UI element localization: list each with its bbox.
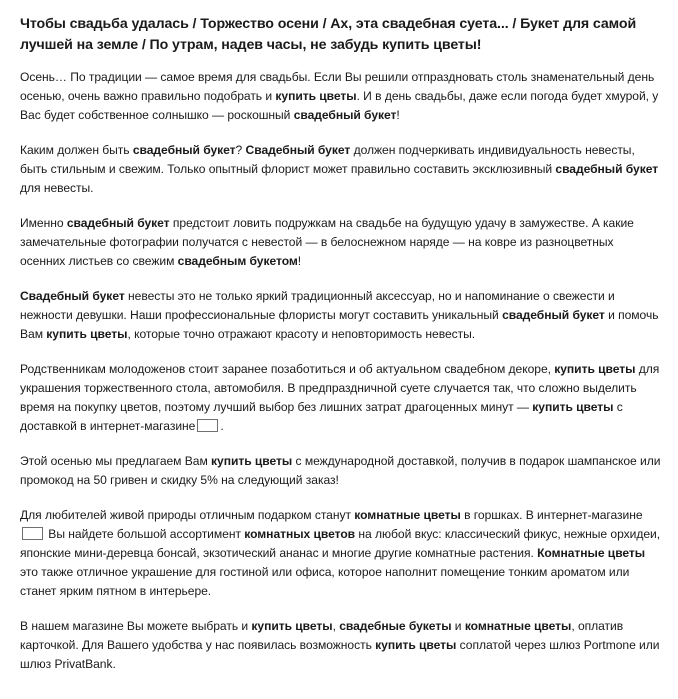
bold-keyword: свадебный букет [502, 308, 605, 322]
text-run: невесты это не только яркий традиционный аксессуар, но и напоминание о свежести и нежности девушки. Наши профессиональные флористы могут составить уникальный [20, 289, 615, 322]
bold-keyword: свадебным букетом [177, 254, 298, 268]
text-run: ! [297, 254, 302, 268]
paragraph [20, 214, 662, 271]
bold-keyword: Свадебный букет [20, 289, 125, 303]
bold-keyword: комнатные цветы [354, 508, 461, 522]
text-run: на любой вкус: классический фикус, нежные орхидеи, японские мини-деревца бонсай, экзотический ананас и многие другие комнатные растения. [20, 527, 661, 560]
paragraph [20, 141, 662, 198]
text-run: с международной доставкой, получив в подарок шампанское или промокод на 50 гривен и скидку 5% на следующий заказ! [20, 454, 661, 487]
bold-keyword: купить цветы [554, 362, 636, 376]
text-run: В нашем магазине Вы можете выбрать и [20, 619, 252, 633]
text-run: и [451, 619, 465, 633]
text-run: Вы найдете большой ассортимент [45, 527, 245, 541]
bold-keyword: Комнатные цветы [537, 546, 646, 560]
text-run: Родственникам молодоженов стоит заранее позаботиться и об актуальном свадебном декоре, [20, 362, 555, 376]
paragraph [20, 360, 662, 436]
paragraph [20, 617, 662, 674]
text-run: с доставкой в интернет-магазине [20, 400, 623, 433]
document-body [20, 68, 662, 674]
paragraph [20, 287, 662, 344]
text-run: . [220, 419, 224, 433]
bold-keyword: купить цветы [251, 619, 333, 633]
missing-image-placeholder [22, 527, 43, 540]
text-run: ? [235, 143, 246, 157]
text-run: и помочь Вам [20, 308, 659, 341]
bold-keyword: Свадебный букет [245, 143, 351, 157]
paragraph [20, 452, 662, 490]
text-run: Для любителей живой природы отличным подарком станут [20, 508, 355, 522]
bold-keyword: комнатных цветов [244, 527, 356, 541]
text-run: Этой осенью мы предлагаем Вам [20, 454, 212, 468]
bold-keyword: свадебный букет [66, 216, 170, 230]
bold-keyword: комнатные цветы [464, 619, 572, 633]
bold-keyword: свадебные букеты [339, 619, 452, 633]
text-run: , которые точно отражают красоту и неповторимость невесты. [127, 327, 476, 341]
text-run: это также отличное украшение для гостиной или офиса, которое наполнит помещение тонким ароматом или станет ярким пятном в интерьере. [20, 565, 630, 598]
text-run: должен подчеркивать индивидуальность невесты, быть стильным и свежим. Только опытный флорист может правильно составить эксклюзивный [20, 143, 635, 176]
text-run: для украшения торжественного стола, автомобиля. В предпраздничной суете случается так, что сложно выделить время на покупку цветов, поэтому лучший выбор без лишних затрат драгоценных минут — [20, 362, 660, 414]
text-run: соплатой через шлюз Portmone или шлюз PrivatBank. [20, 638, 660, 671]
text-run: в горшках. В интернет-магазине [460, 508, 643, 522]
bold-keyword: купить цветы [211, 454, 293, 468]
bold-keyword: купить цветы [46, 327, 128, 341]
paragraph [20, 506, 662, 601]
text-run: ! [396, 108, 400, 122]
text-run: предстоит ловить подружкам на свадьбе на будущую удачу в замужестве. А какие замечательные фотографии получатся с невестой — в белоснежном наряде — на ковре из разноцветных осенних листьев со свежим [20, 216, 634, 268]
bold-keyword: купить цветы [532, 400, 614, 414]
document [20, 14, 662, 690]
paragraph [20, 68, 662, 125]
bold-keyword: свадебный букет [293, 108, 397, 122]
bold-keyword: купить цветы [375, 638, 457, 652]
document-title: Чтобы свадьба удалась / Торжество осени / Ах, эта свадебная суета... / Букет для самой лучшей на земле / По утрам, надев часы, не забудь купить цветы! [20, 16, 637, 53]
text-run: для невесты. [20, 181, 94, 195]
bold-keyword: свадебный букет [555, 162, 659, 176]
bold-keyword: свадебный букет [132, 143, 236, 157]
text-run: , оплатив карточкой. Для Вашего удобства у нас появилась возможность [20, 619, 624, 652]
text-run: Каким должен быть [20, 143, 133, 157]
text-run: Именно [20, 216, 67, 230]
missing-image-placeholder [197, 419, 218, 432]
text-run: Осень… По традиции — самое время для свадьбы. Если Вы решили отпраздновать столь знаменательный день осенью, очень важно правильно подобрать и [20, 70, 655, 103]
text-run: , [332, 619, 340, 633]
text-run: . И в день свадьбы, даже если погода будет хмурой, у Вас будет собственное солнышко — роскошный [20, 89, 659, 122]
bold-keyword: купить цветы [275, 89, 357, 103]
